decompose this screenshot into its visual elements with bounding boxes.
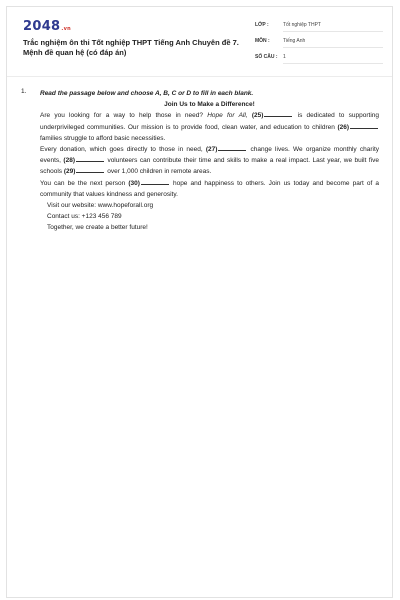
passage-paragraph-3 — [40, 178, 379, 200]
blank-28 — [76, 161, 104, 162]
logo-suffix: .vn — [61, 26, 72, 32]
p2-text-d: over 1,000 children in remote areas. — [105, 168, 212, 176]
meta-row-subject — [255, 37, 383, 53]
meta-row-class — [255, 21, 383, 37]
blank-number-25: (25) — [251, 112, 264, 120]
question-body — [40, 88, 379, 234]
organization-name: Hope for All, — [207, 112, 248, 120]
blank-number-30: (30) — [128, 179, 140, 187]
blank-number-28: (28) — [63, 157, 75, 165]
meta-value-class: Tốt nghiệp THPT — [283, 22, 383, 32]
meta-info — [255, 21, 383, 69]
passage-title: Join Us to Make a Difference! — [164, 101, 255, 109]
blank-number-29: (29) — [63, 168, 76, 176]
meta-value-count: 1 — [283, 54, 383, 64]
meta-value-subject: Tiếng Anh — [283, 38, 383, 48]
p1-text-d: families struggle to afford basic necessities. — [40, 134, 166, 142]
blank-number-27: (27) — [205, 146, 218, 154]
p2-text-a: Every donation, which goes directly to those in need, — [40, 146, 206, 154]
meta-row-count — [255, 53, 383, 69]
blank-29 — [76, 172, 104, 173]
page-header — [7, 7, 392, 73]
header-divider — [7, 76, 392, 77]
passage-paragraph-1 — [40, 110, 379, 144]
logo-main: 2048 — [23, 19, 61, 34]
p3-text-b: hope and happiness to others. Join us today and become part of a community that values kindness and generosity. — [40, 179, 379, 198]
p1-text-a: Are you looking for a way to help those in need? — [40, 112, 208, 120]
p3-text-a: You can be the next person — [40, 179, 129, 187]
meta-label-class: LỚP : — [255, 22, 269, 28]
passage-paragraph-2 — [40, 144, 379, 178]
meta-label-count: SỐ CÂU : — [255, 54, 278, 60]
p2-text-c: volunteers can contribute their time and skills to make a real impact. Last year, we built five schools — [40, 157, 380, 176]
closing-line: Together, we create a better future! — [47, 224, 148, 232]
site-logo[interactable] — [23, 19, 71, 34]
blank-27 — [218, 150, 246, 151]
p2-text-b: change lives. We organize monthly charity events, — [40, 146, 379, 165]
p1-text-c: is dedicated to supporting underprivileged communities. Our mission is to provide food, clean water, and education to children — [40, 112, 379, 131]
blank-30 — [141, 184, 169, 185]
page-title: Trắc nghiệm ôn thi Tốt nghiệp THPT Tiếng Anh Chuyên đề 7. Mệnh đề quan hệ (có đáp án) — [23, 38, 239, 57]
website-line: Visit our website: www.hopeforall.org — [47, 202, 154, 210]
blank-number-26: (26) — [337, 123, 349, 131]
blank-25 — [264, 116, 292, 117]
blank-26 — [350, 128, 378, 129]
meta-label-subject: MÔN : — [255, 38, 270, 44]
contact-line: Contact us: +123 456 789 — [47, 213, 122, 221]
document-page — [6, 6, 393, 598]
question-instruction: Read the passage below and choose A, B, C or D to fill in each blank. — [40, 90, 254, 97]
question-number: 1. — [21, 88, 27, 95]
